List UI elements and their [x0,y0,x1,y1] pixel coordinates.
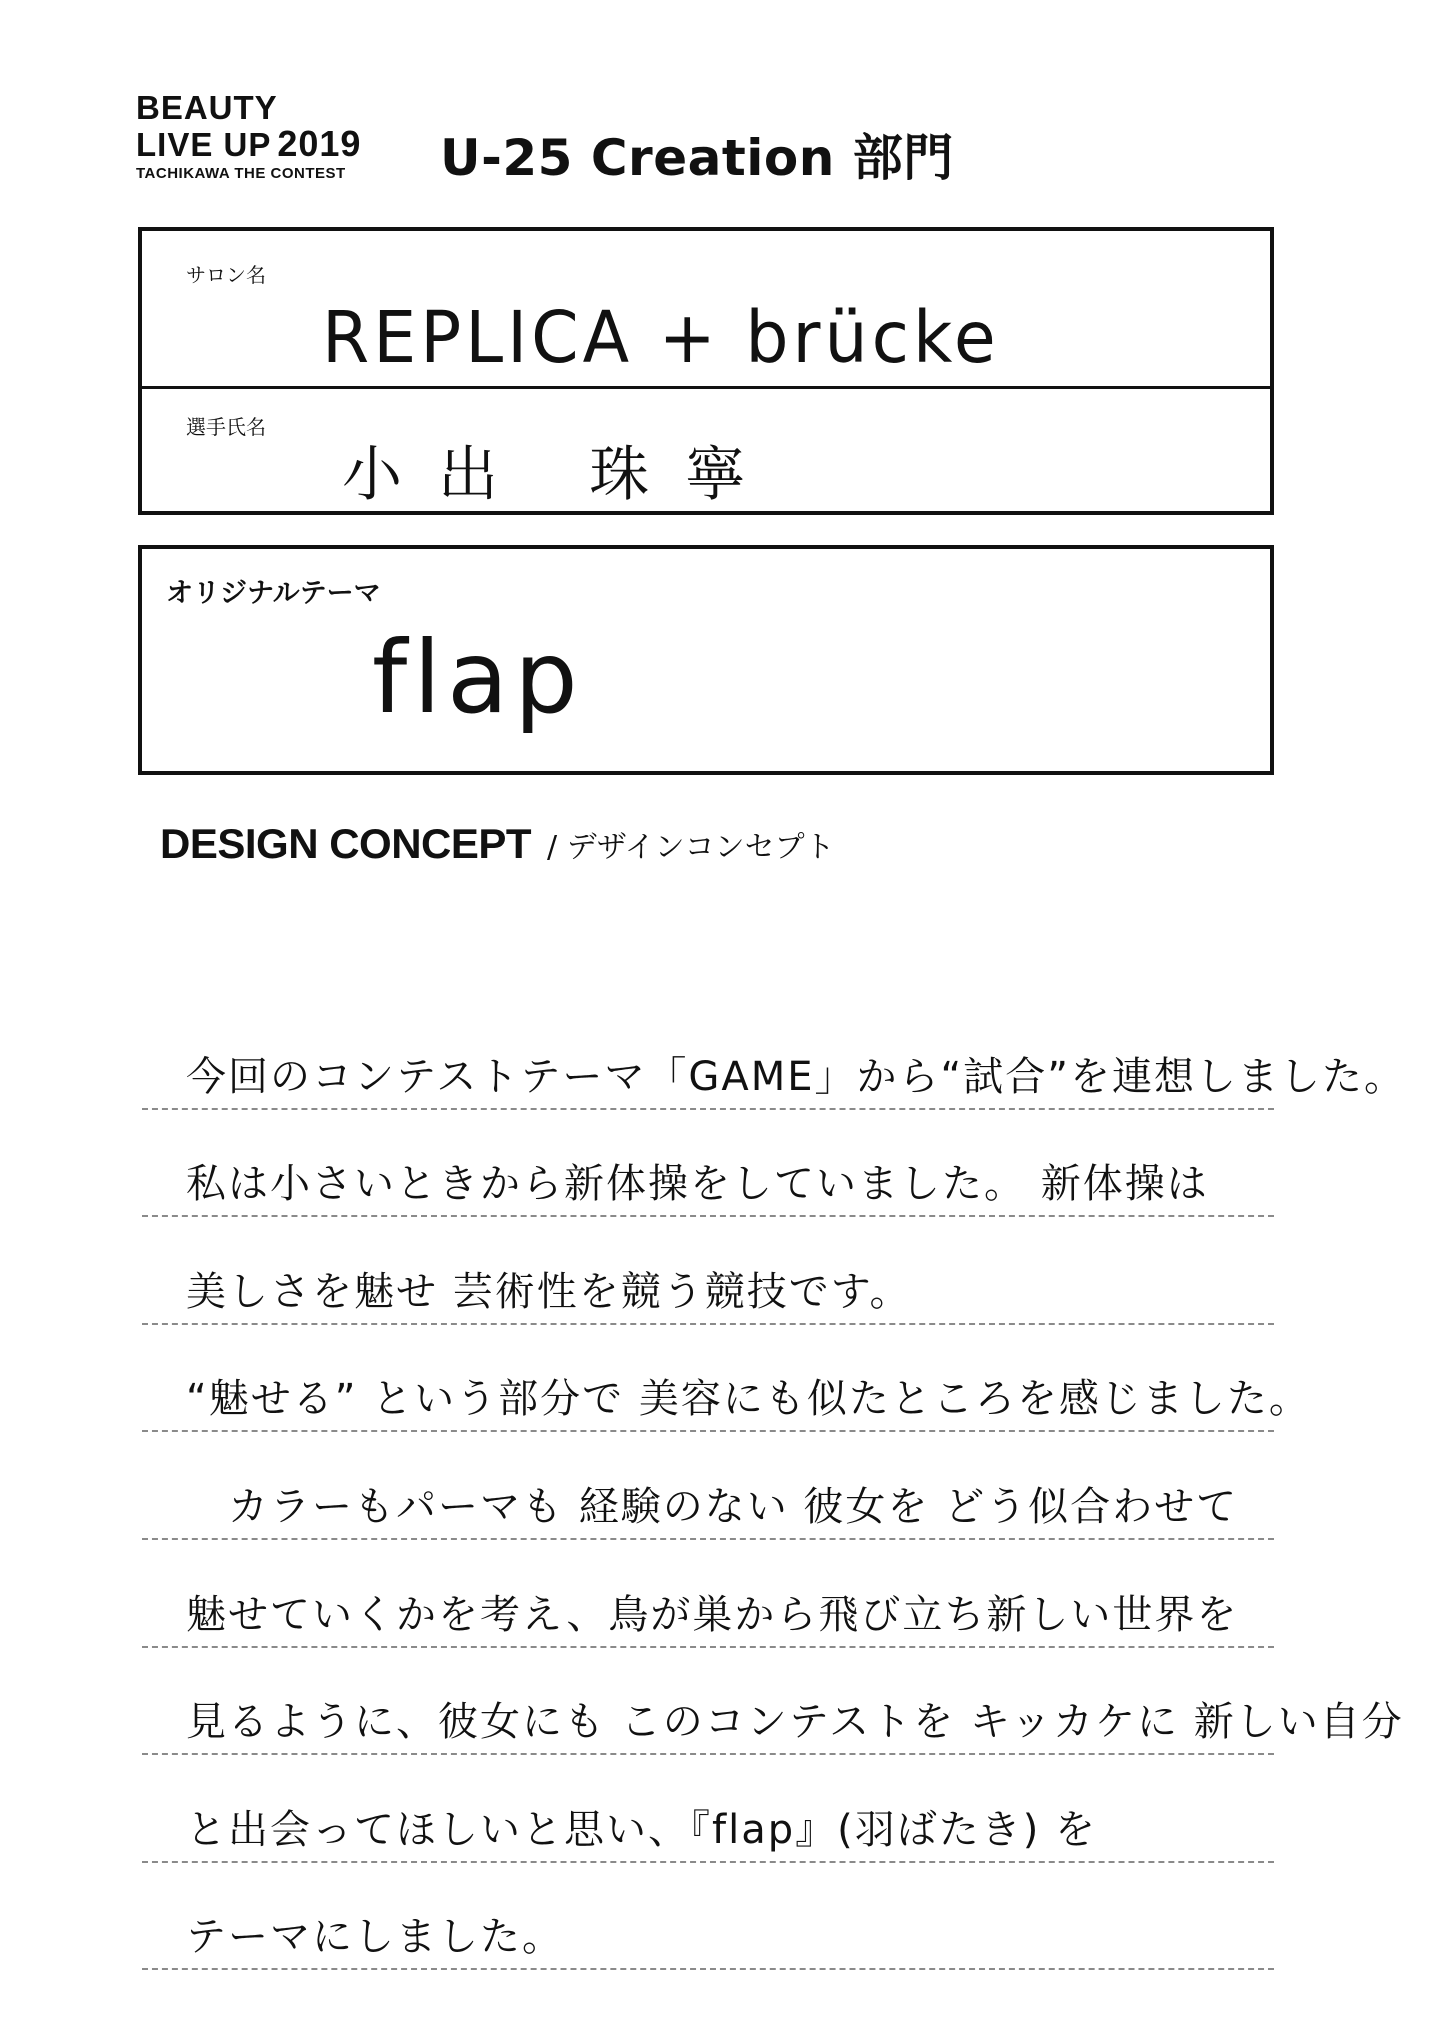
logo-line-1: BEAUTY [136,89,278,126]
entry-info-box [138,227,1274,515]
concept-line-text: 見るように、彼女にも このコンテストを キッカケに 新しい自分 [186,1699,1404,1746]
concept-line [142,1540,1274,1648]
concept-line [142,1755,1274,1863]
concept-line-text: と出会ってほしいと思い、『flap』(羽ばたき) を [186,1806,1098,1853]
design-concept-heading-en: DESIGN CONCEPT [160,820,532,867]
logo-line-3: TACHIKAWA THE CONTEST [136,165,346,182]
design-concept-heading-ja: / デザインコンセプト [547,830,835,865]
player-name-label: 選手氏名 [186,415,266,439]
concept-line [142,1217,1274,1325]
concept-line [142,1110,1274,1218]
design-concept-heading [160,820,835,868]
concept-line [142,1863,1274,1971]
concept-line-text: テーマにしました。 [186,1914,564,1961]
logo-line-2 [136,123,362,164]
concept-line-text: 魅せていくかを考え、鳥が巣から飛び立ち新しい世界を [186,1591,1239,1638]
original-theme-box [138,545,1274,775]
concept-line-text: 美しさを魅せ 芸術性を競う競技です。 [186,1268,912,1315]
concept-line-text: 私は小さいときから新体操をしていました。 新体操は [186,1161,1209,1208]
original-theme-label: オリジナルテーマ [166,578,381,609]
concept-line-text: “魅せる” という部分で 美容にも似たところを感じました。 [186,1376,1311,1423]
salon-name-value: REPLICA + brücke [322,297,1000,380]
concept-line [142,1325,1311,1433]
design-concept-text [142,1002,1406,1970]
entry-divider [142,386,1270,389]
category-title: U-25 Creation 部門 [440,129,954,187]
player-name-value: 小出 珠寧 [342,440,782,510]
logo-live-up: LIVE UP [136,126,272,163]
original-theme-value: flap [372,619,584,736]
concept-line [142,1002,1406,1110]
logo-year: 2019 [277,123,362,164]
concept-line-text: カラーもパーマも 経験のない 彼女を どう似合わせて [186,1483,1239,1530]
contest-logo [136,90,361,185]
concept-line [142,1432,1274,1540]
concept-line-text: 今回のコンテストテーマ「GAME」から“試合”を連想しました。 [186,1053,1406,1100]
concept-line [142,1648,1404,1756]
salon-name-label: サロン名 [186,263,266,287]
